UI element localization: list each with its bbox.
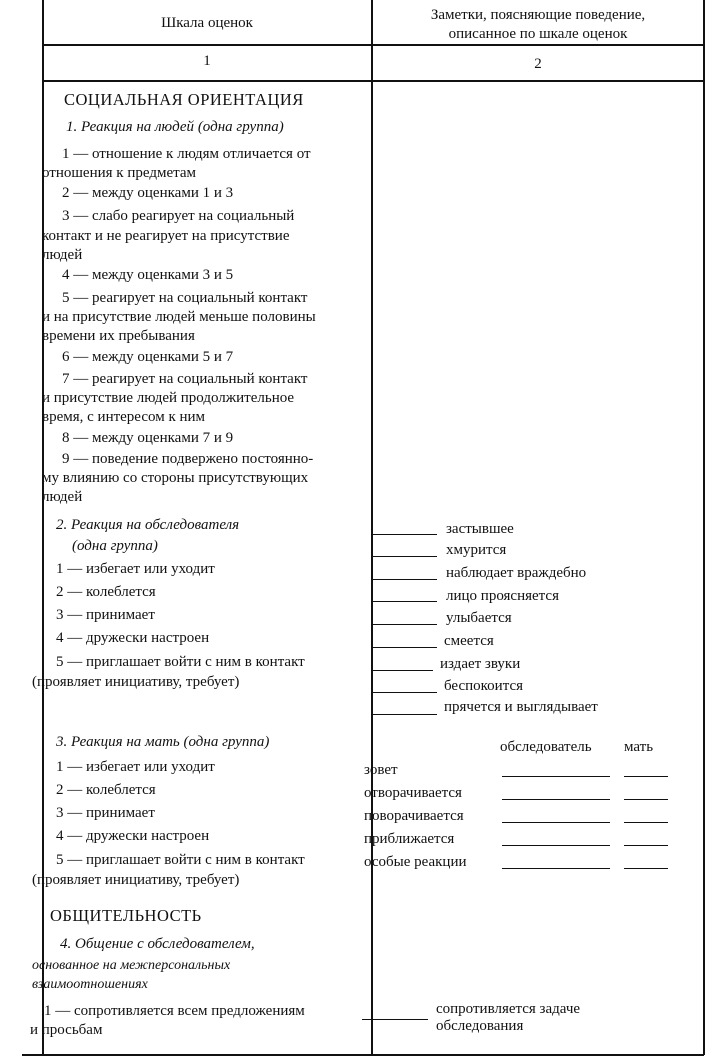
column-header-examiner: обследователь	[500, 739, 592, 755]
table-left-border	[42, 0, 44, 1055]
block3-line: 1 — избегает или уходит	[56, 759, 215, 775]
header-col2-line1: Заметки, поясняющие поведение,	[430, 7, 646, 23]
block2-line: (проявляет инициативу, требует)	[32, 674, 240, 690]
block4-line: 1 — сопротивляется всем предложениям	[44, 1003, 305, 1019]
examiner-blank	[502, 776, 610, 777]
number-row-bottom-rule	[42, 80, 704, 82]
mother-reaction-row-label: приближается	[364, 831, 455, 847]
block1-line: 2 — между оценками 1 и 3	[62, 185, 234, 201]
mother-blank	[624, 799, 668, 800]
note-blank	[371, 692, 437, 693]
note-label: беспокоится	[444, 678, 523, 694]
block1-title	[66, 118, 284, 137]
block1-title-main: 1. Реакция на людей	[66, 119, 195, 135]
header-col2-line2: описанное по шкале оценок	[448, 26, 628, 42]
block1-line: 9 — поведение подвержено постоянно-	[62, 451, 314, 467]
block4-title-line: 4. Общение с обследователем,	[60, 936, 255, 952]
block3-line: (проявляет инициативу, требует)	[32, 872, 240, 888]
block2-line: 2 — колеблется	[56, 584, 156, 600]
block3-line: 4 — дружески настроен	[56, 828, 210, 844]
block2-line: 3 — принимает	[56, 607, 155, 623]
mother-reaction-row-label: особые реакции	[364, 854, 467, 870]
examiner-blank	[502, 845, 610, 846]
block3-line: 2 — колеблется	[56, 782, 156, 798]
column-header-mother: мать	[624, 739, 654, 755]
block3-title	[56, 733, 269, 752]
block1-line: контакт и не реагирует на присутствие	[42, 228, 290, 244]
block1-line: и присутствие людей продолжительное	[42, 390, 295, 406]
note-blank	[371, 534, 437, 535]
table-right-border	[703, 0, 705, 1055]
column-number-2: 2	[534, 56, 542, 72]
column-number-1: 1	[203, 53, 211, 69]
header-col1: Шкала оценок	[161, 15, 253, 31]
block3-title-main: 3. Реакция на мать	[56, 734, 180, 750]
block4-line: и просьбам	[30, 1022, 103, 1038]
note-blank	[371, 601, 437, 602]
block1-line: людей	[42, 247, 83, 263]
block4-title-line: взаимоотношениях	[32, 977, 148, 992]
table-column-divider	[371, 0, 373, 1055]
block3-line: 5 — приглашает войти с ним в контакт	[56, 852, 305, 868]
block2-title: 2. Реакция на обследователя	[56, 517, 240, 533]
note-blank	[371, 647, 437, 648]
block1-line: время, с интересом к ним	[42, 409, 206, 425]
mother-reaction-row-label: зовет	[364, 762, 398, 778]
header-bottom-rule	[42, 44, 704, 46]
block1-line: 4 — между оценками 3 и 5	[62, 267, 234, 283]
block1-line: 6 — между оценками 5 и 7	[62, 349, 234, 365]
note-label: смеется	[444, 633, 494, 649]
block1-line: 5 — реагирует на социальный контакт	[62, 290, 308, 306]
block1-line: 7 — реагирует на социальный контакт	[62, 371, 308, 387]
note-blank	[371, 579, 437, 580]
note-blank	[371, 714, 437, 715]
note-label: улыбается	[446, 610, 512, 626]
block1-line: му влиянию со стороны присутствующих	[42, 470, 309, 486]
note-label: наблюдает враждебно	[446, 565, 587, 581]
table-bottom-rule	[22, 1054, 704, 1056]
examiner-blank	[502, 822, 610, 823]
note-label: хмурится	[446, 542, 507, 558]
mother-blank	[624, 822, 668, 823]
block1-line: времени их пребывания	[42, 328, 195, 344]
note-blank	[371, 624, 437, 625]
block3-line: 3 — принимает	[56, 805, 155, 821]
block2-line: 4 — дружески настроен	[56, 630, 210, 646]
block1-line: 1 — отношение к людям отличается от	[62, 146, 311, 162]
block3-title-note: (одна группа)	[179, 734, 270, 750]
examiner-blank	[502, 799, 610, 800]
block2-line: 1 — избегает или уходит	[56, 561, 215, 577]
block1-line: и на присутствие людей меньше половины	[42, 309, 316, 325]
block1-line: людей	[42, 489, 83, 505]
mother-blank	[624, 776, 668, 777]
mother-blank	[624, 845, 668, 846]
block2-title-note: (одна группа)	[72, 538, 158, 554]
mother-reaction-row-label: поворачивается	[364, 808, 464, 824]
block4-title-line: основанное на межперсональных	[32, 958, 231, 973]
block4-note-line: обследования	[436, 1018, 524, 1034]
block2-line: 5 — приглашает войти с ним в контакт	[56, 654, 305, 670]
note-blank	[371, 670, 433, 671]
block1-line: 8 — между оценками 7 и 9	[62, 430, 234, 446]
block1-line: 3 — слабо реагирует на социальный	[62, 208, 295, 224]
block1-title-note: (одна группа)	[194, 119, 284, 135]
note-label: прячется и выглядывает	[444, 699, 598, 715]
note-label: лицо проясняется	[446, 588, 559, 604]
note-label: застывшее	[446, 521, 514, 537]
section-title-sociability: ОБЩИТЕЛЬНОСТЬ	[50, 906, 202, 925]
note-blank	[371, 556, 437, 557]
block1-line: отношения к предметам	[42, 165, 196, 181]
mother-blank	[624, 868, 668, 869]
note-label: издает звуки	[440, 656, 521, 672]
block4-note-line: сопротивляется задаче	[436, 1001, 581, 1017]
examiner-blank	[502, 868, 610, 869]
section-title-social-orientation: СОЦИАЛЬНАЯ ОРИЕНТАЦИЯ	[64, 90, 304, 109]
note-blank	[362, 1019, 428, 1020]
mother-reaction-row-label: отворачивается	[364, 785, 462, 801]
